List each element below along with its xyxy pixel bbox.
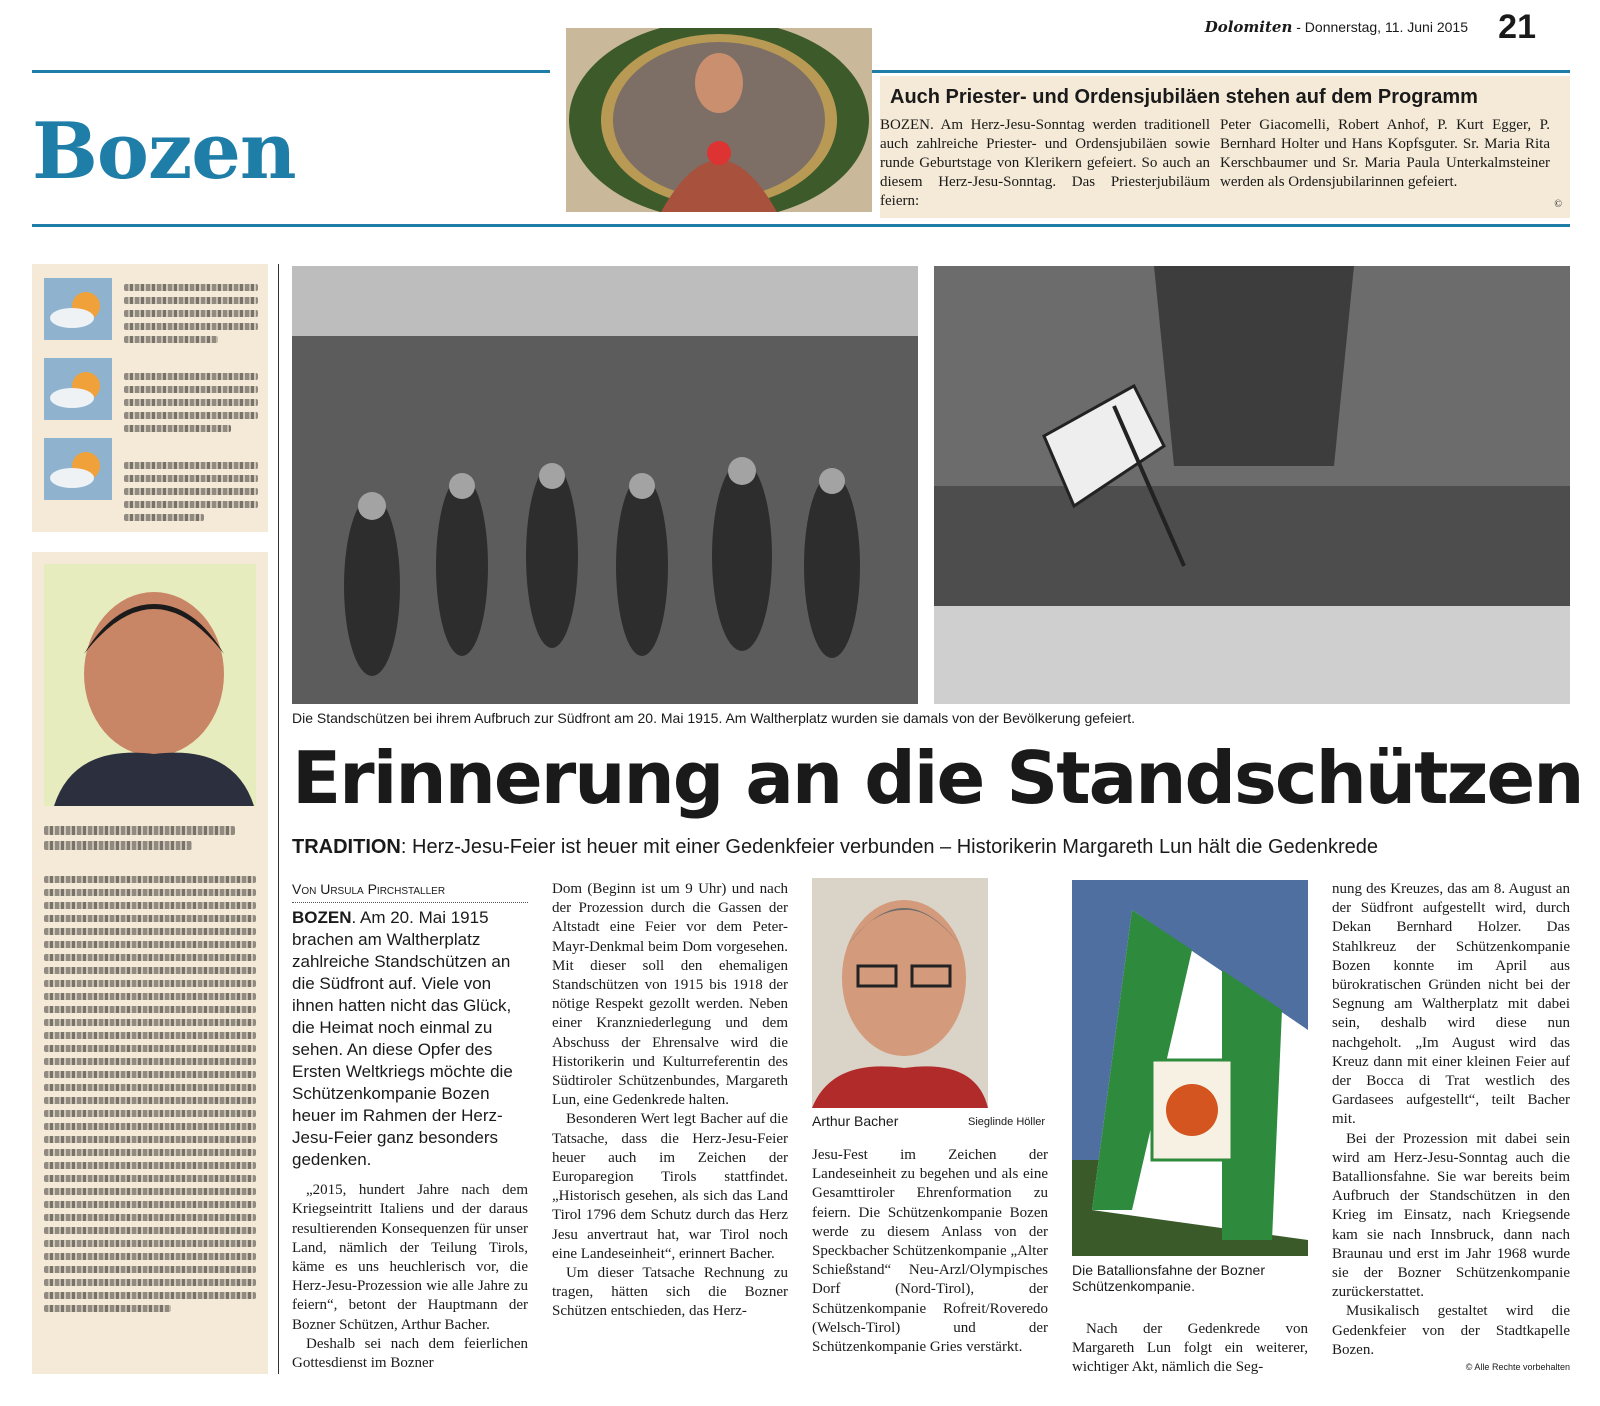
teaser-title: Auch Priester- und Ordensjubiläen stehen auf dem Programm: [890, 86, 1478, 108]
portrait-caption: Arthur Bacher: [812, 1113, 899, 1129]
arthur-bacher-photo: [812, 878, 988, 1108]
paragraph: Um dieser Tatsache Rechnung zu tragen, hätten sich die Bozner Schützen entschieden, das Herz-: [552, 1265, 788, 1320]
paper-logo: Dolomiten: [1204, 18, 1293, 36]
weather-partly-cloudy-icon: [44, 278, 112, 345]
weather-partly-cloudy-icon: [44, 358, 112, 425]
paragraph: Besonderen Wert legt Bacher auf die Tatsache, dass die Herz-Jesu-Feier heuer auch im Zeichen der Europaregion Tirols stattfindet. „Historisch gesehen, als sich das Land Tirol 1796 dem Schutz durch das Herz Jesu anvertraut hat, war Tirol noch eine Landeseinheit“, erinnert Bacher.: [552, 1111, 788, 1262]
teaser-box: [880, 76, 1570, 218]
standschuetzen-march-photo: [292, 266, 918, 704]
paragraph: Nach der Gedenkrede von Margareth Lun folgt ein weiterer, wichtiger Akt, nämlich die Seg-: [1072, 1321, 1308, 1376]
weather-partly-cloudy-icon: [44, 438, 112, 505]
lead-paragraph: [292, 907, 528, 1171]
article-col-2: [552, 880, 788, 1322]
section-rule: [32, 224, 1570, 227]
article-col-4: [1072, 1320, 1308, 1378]
subhead: [292, 836, 1378, 859]
teaser-copyright: ©: [1554, 199, 1562, 210]
batallion-flag-photo: [1072, 880, 1308, 1256]
columnist-box: [32, 552, 268, 1374]
columnist-portrait: [44, 564, 256, 806]
section-title: Bozen: [32, 106, 296, 197]
issue-date: - Donnerstag, 11. Juni 2015: [1296, 19, 1468, 35]
teaser-col-2: Peter Giacomelli, Robert Anhof, P. Kurt Egger, P. Bernhard Holter und Hans Kopfsguter. Sr. Maria Rita Kerschbaumer und Sr. Maria Paula Unterkalmsteiner werden als Ordensjubilarinnen gefeiert.: [1220, 117, 1550, 190]
paragraph: Musikalisch gestaltet wird die Gedenkfeier von der Stadtkapelle Bozen.: [1332, 1303, 1570, 1358]
teaser-col-1: BOZEN. Am Herz-Jesu-Sonntag werden traditionell auch zahlreiche Priester- und Ordensjubiläen sowie runde Geburtstage von Klerikern gefeiert. So auch an diesem Herz-Jesu-Sonntag. Das Priesterjubiläum feiern:: [880, 117, 1210, 209]
weather-text-blurred: [124, 278, 258, 527]
kicker: TRADITION: [292, 836, 401, 858]
sidebar-divider: [278, 264, 279, 1374]
subhead-text: : Herz-Jesu-Feier ist heuer mit einer Gedenkfeier verbunden – Historikerin Margareth Lun hält die Gedenkrede: [400, 836, 1379, 858]
weather-box: [32, 264, 268, 532]
paragraph: „2015, hundert Jahre nach dem Kriegseintritt Italiens und der daraus resultierenden Konsequenzen für unser Land, nämlich der Teilung Tirols, käme es uns heuchlerisch vor, die Herz-Jesu-Prozession wie alle Jahre zu feiern“, betont der Hauptmann der Bozner Schützen, Arthur Bacher.: [292, 1182, 528, 1333]
rights-notice: © Alle Rechte vorbehalten: [1465, 1362, 1570, 1372]
top-rule-left: [32, 70, 550, 73]
paragraph: Deshalb sei nach dem feierlichen Gottesdienst im Bozner: [292, 1335, 528, 1372]
page-number: 21: [1498, 8, 1536, 46]
sacred-heart-photo: [566, 28, 872, 212]
dateline: BOZEN: [292, 908, 352, 928]
paragraph: Dom (Beginn ist um 9 Uhr) und nach der Prozession durch die Gassen der Altstadt eine Feier vor dem Peter-Mayr-Denkmal beim Dom vorgesehen. Mit dieser soll den ehemaligen Standschützen von 1915 bis 1918 der nötige Respekt gezollt werden. Neben einer Kranzniederlegung und dem Abschuss der Ehrensalve wird die Historikerin und Kulturreferentin des Südtiroler Schützenbundes, Margareth Lun, eine Gedenkrede halten.: [552, 881, 788, 1109]
columnist-text-blurred: [44, 820, 256, 1318]
article-col-1: [292, 880, 528, 1373]
paragraph: Bei der Prozession mit dabei sein wird am Herz-Jesu-Sonntag auch die Batallionsfahne. Sie war bereits beim Aufbruch der Standschützen in den Krieg im Einsatz, nach Kriegsende kam sie nach Innsbruck, dann nach Braunau und erst im Jahr 1968 wurde sie der Bozner Schützenkompanie zurückerstattet.: [1332, 1130, 1570, 1301]
article-col-3: [812, 1146, 1048, 1357]
article-col-5: [1332, 880, 1570, 1360]
main-photo-caption: Die Standschützen bei ihrem Aufbruch zur Südfront am 20. Mai 1915. Am Waltherplatz wurden sie damals von der Bevölkerung gefeiert.: [292, 710, 1136, 726]
standschuetzen-parade-photo: [934, 266, 1570, 704]
paragraph: nung des Kreuzes, das am 8. August an der Südfront aufgestellt wird, durch Dekan Bernhard Holzer. Das Stahlkreuz der Schützenkompanie Bozen konnte im April aus bürokratischen Gründen nicht bei der Segnung am Waltherplatz mit dabei sein, deshalb wird diese nun nachgeholt. „Im August wird das Kreuz dann mit einer kleinen Feier auf der Bocca di Trat westlich des Gardasees aufgestellt“, teilt Bacher mit.: [1332, 881, 1570, 1128]
headline: Erinnerung an die Standschützen: [292, 736, 1583, 820]
byline: Von Ursula Pirchstaller: [292, 880, 528, 903]
paragraph: Jesu-Fest im Zeichen der Landeseinheit zu begehen und als eine Gesamttiroler Ehrenformation zu feiern. Die Schützenkompanie Bozen werde zu diesem Anlass von der Speckbacher Schützenkompanie „Alter Schießstand“ Neu-Arzl/Olympisches Dorf (Nord-Tirol), der Schützenkompanie Rofreit/Roveredo (Welsch-Tirol) und der Schützenkompanie Gries verstärkt.: [812, 1147, 1048, 1356]
lead-text: . Am 20. Mai 1915 brachen am Waltherplatz zahlreiche Standschützen an die Südfront auf. Viele von ihnen hatten nicht das Glück, die Heimat noch einmal zu sehen. An diese Opfer des Ersten Weltkriegs möchte die Schützenkompanie Bozen heuer im Rahmen der Herz-Jesu-Feier ganz besonders gedenken.: [292, 908, 513, 1170]
portrait-credit: Sieglinde Höller: [968, 1116, 1046, 1128]
masthead: [1205, 18, 1468, 36]
flag-caption: Die Batallionsfahne der Bozner Schützenkompanie.: [1072, 1262, 1266, 1294]
top-rule-right: [866, 70, 1570, 73]
